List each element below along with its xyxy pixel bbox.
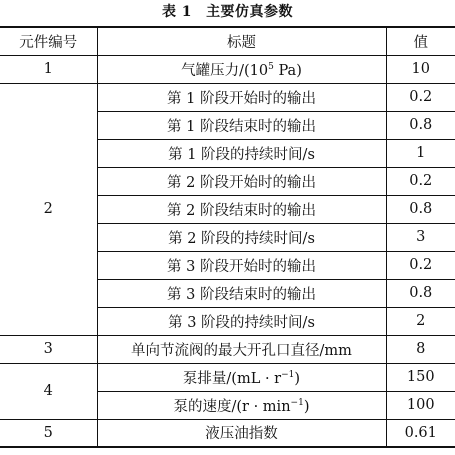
parameter-name [97,391,386,419]
parameter-name: 单向节流阀的最大开孔口直径/mm [97,335,386,363]
parameter-value: 10 [386,55,455,83]
parameter-name-text: 泵的速度/(r · min [173,398,291,415]
component-id: 2 [0,83,97,335]
header-title: 标题 [97,27,386,55]
parameter-value: 0.8 [386,111,455,139]
parameter-value: 0.61 [386,419,455,447]
table-caption [0,0,455,24]
parameter-value: 150 [386,363,455,391]
parameter-value: 2 [386,307,455,335]
parameter-name-text: ) [294,370,301,387]
parameter-name-text: 气罐压力/(10 [181,62,269,79]
parameter-name-text: Pa) [273,62,302,79]
component-id: 1 [0,55,97,83]
parameter-name: 第 2 阶段结束时的输出 [97,195,386,223]
parameter-value: 0.2 [386,251,455,279]
parameter-name: 第 3 阶段结束时的输出 [97,279,386,307]
table-title: 主要仿真参数 [206,4,294,20]
parameter-name [97,363,386,391]
header-value: 值 [386,27,455,55]
table-row [0,55,455,83]
parameter-value: 0.2 [386,167,455,195]
parameter-value: 0.8 [386,279,455,307]
parameter-name: 第 1 阶段结束时的输出 [97,111,386,139]
parameter-name: 第 1 阶段开始时的输出 [97,83,386,111]
parameter-name: 第 2 阶段开始时的输出 [97,167,386,195]
table-row [0,363,455,391]
parameter-name: 第 3 阶段的持续时间/s [97,307,386,335]
parameter-name: 第 1 阶段的持续时间/s [97,139,386,167]
parameter-value: 0.8 [386,195,455,223]
parameter-table [0,26,455,448]
parameter-name: 第 2 阶段的持续时间/s [97,223,386,251]
parameter-name-text: 泵排量/(mL · r [182,370,282,387]
parameter-value: 8 [386,335,455,363]
parameter-value: 100 [386,391,455,419]
parameter-value: 3 [386,223,455,251]
parameter-value: 0.2 [386,83,455,111]
parameter-name: 第 3 阶段开始时的输出 [97,251,386,279]
superscript: 5 [268,61,274,72]
parameter-value: 1 [386,139,455,167]
superscript: −1 [281,369,295,380]
header-component-id: 元件编号 [0,27,97,55]
table-row [0,419,455,447]
table-row [0,335,455,363]
parameter-name-text: ) [303,398,310,415]
superscript: −1 [290,397,304,408]
parameter-name [97,55,386,83]
component-id: 3 [0,335,97,363]
parameter-name: 液压油指数 [97,419,386,447]
component-id: 5 [0,419,97,447]
component-id: 4 [0,363,97,419]
table-header-row [0,27,455,55]
table-number: 表 1 [161,4,193,20]
table-row [0,83,455,111]
